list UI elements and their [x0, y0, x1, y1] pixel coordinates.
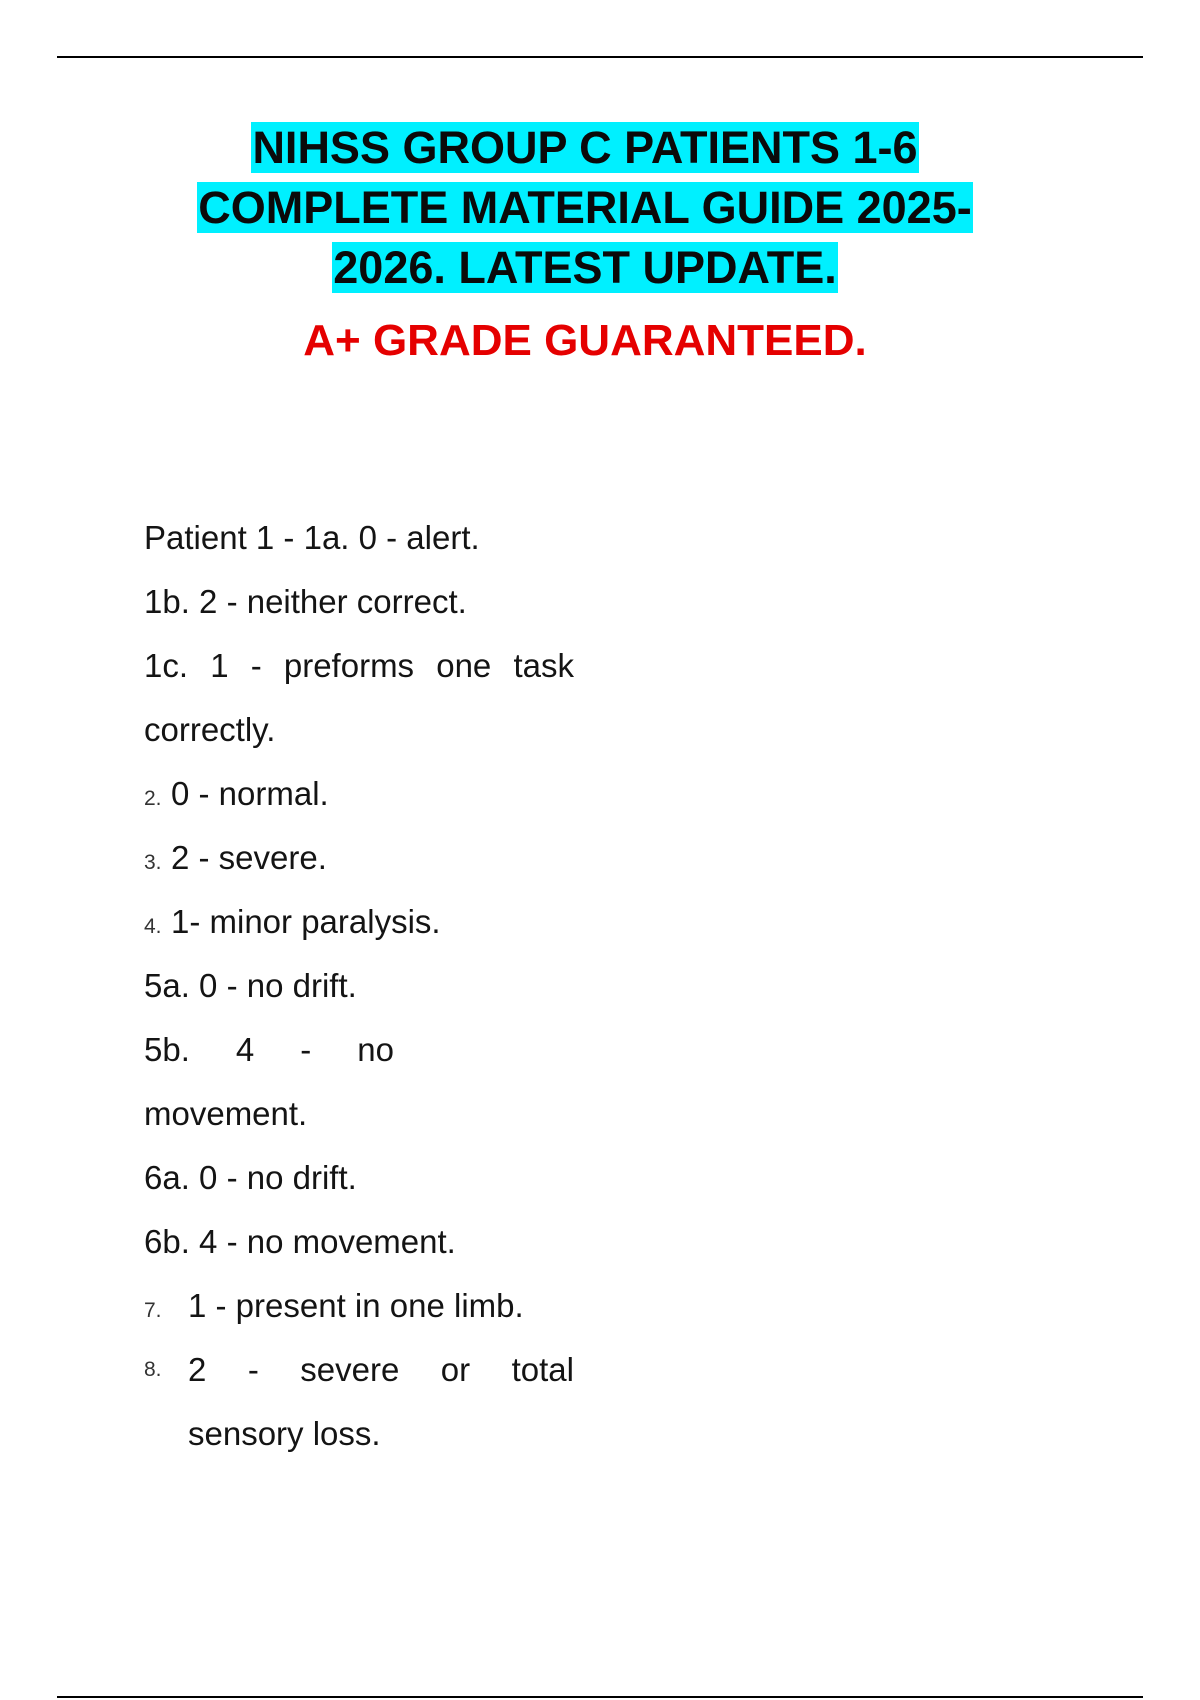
entry-8-continued: sensory loss.: [188, 1415, 381, 1452]
title-line-2: COMPLETE MATERIAL GUIDE 2025-: [198, 182, 972, 233]
entry-6a: 6a. 0 - no drift.: [144, 1159, 357, 1196]
entry-number: 2.: [144, 787, 162, 810]
entry-number: 7.: [144, 1299, 162, 1322]
entry-3: 3. 2 - severe.: [144, 838, 327, 883]
entry-number: 8.: [144, 1358, 162, 1381]
entry-1c-continued: correctly.: [144, 711, 276, 748]
entry-5a: 5a. 0 - no drift.: [144, 967, 357, 1004]
entry-number: 3.: [144, 851, 162, 874]
entry-2: 2. 0 - normal.: [144, 774, 329, 819]
entry-7: 7. 1 - present in one limb.: [144, 1286, 524, 1331]
entry-5b-continued: movement.: [144, 1095, 308, 1132]
entry-5b: 5b. 4 - no: [144, 1031, 394, 1068]
bottom-rule: [57, 1696, 1143, 1698]
entry-1b: 1b. 2 - neither correct.: [144, 583, 467, 620]
entry-1c: 1c. 1 - preforms one task: [144, 647, 574, 684]
top-rule: [57, 56, 1143, 58]
subtitle-grade: A+ GRADE GUARANTEED.: [303, 316, 867, 365]
entry-number: 4.: [144, 915, 162, 938]
document-title: [0, 118, 1170, 298]
title-line-3: 2026. LATEST UPDATE.: [333, 242, 837, 293]
entry-4: 4. 1- minor paralysis.: [144, 902, 441, 947]
entry-6b: 6b. 4 - no movement.: [144, 1223, 456, 1260]
entry-patient-1a: Patient 1 - 1a. 0 - alert.: [144, 519, 480, 556]
entry-8: 8. 2 - severe or total: [144, 1351, 574, 1388]
title-line-1: NIHSS GROUP C PATIENTS 1-6: [252, 122, 918, 173]
